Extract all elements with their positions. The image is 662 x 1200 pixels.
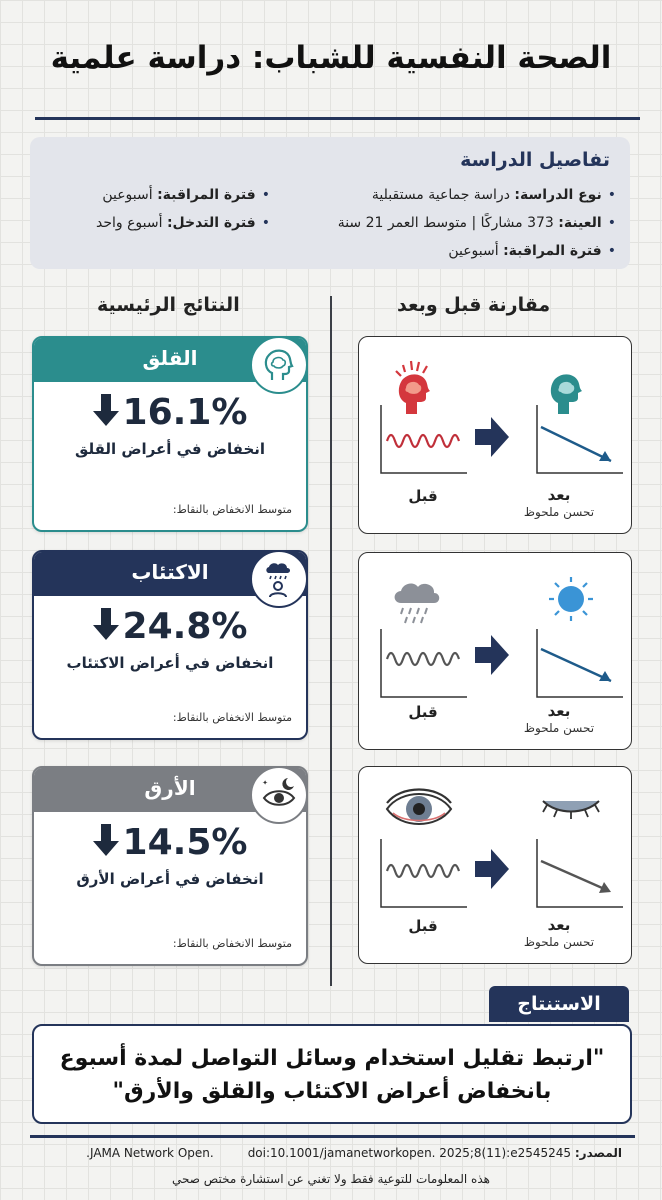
result-card-depression bbox=[32, 550, 308, 740]
result-percent: 24.8% bbox=[34, 606, 306, 649]
before-label: قبل bbox=[408, 487, 438, 505]
closed-eye-icon bbox=[543, 801, 599, 819]
down-arrow-icon bbox=[93, 824, 119, 865]
bullet-icon: • bbox=[607, 215, 616, 231]
study-details-panel bbox=[30, 137, 630, 269]
after-chart bbox=[537, 629, 623, 697]
arrow-right-icon bbox=[475, 417, 509, 457]
result-label: القلق bbox=[142, 346, 198, 370]
conclusion-box bbox=[32, 1024, 632, 1124]
before-chart bbox=[381, 629, 467, 697]
rain-cloud-person-icon bbox=[250, 550, 308, 608]
stressed-head-icon bbox=[396, 361, 430, 414]
result-description: انخفاض في أعراض الاكتئاب bbox=[66, 654, 274, 672]
bullet-icon: • bbox=[261, 215, 270, 231]
source-label: المصدر: bbox=[574, 1146, 622, 1160]
rain-cloud-icon bbox=[395, 584, 440, 623]
source-citation bbox=[86, 1146, 622, 1160]
detail-item-study-type: •نوع الدراسة: دراسة جماعية مستقبلية bbox=[371, 187, 616, 203]
improvement-label: تحسن ملحوظ bbox=[523, 721, 595, 735]
result-label: الاكتئاب bbox=[131, 560, 209, 584]
arrow-right-icon bbox=[475, 635, 509, 675]
bullet-icon: • bbox=[607, 243, 616, 259]
title-divider bbox=[35, 117, 640, 120]
study-details-heading: تفاصيل الدراسة bbox=[460, 149, 610, 171]
source-doi: doi:10.1001/jamanetworkopen. 2025;8(11):e2545245. bbox=[86, 1146, 572, 1160]
after-chart bbox=[537, 839, 623, 907]
after-chart bbox=[537, 405, 623, 473]
result-percent: 16.1% bbox=[34, 392, 306, 435]
comparison-panel-insomnia bbox=[358, 766, 632, 964]
conclusion-label: الاستنتاج bbox=[489, 986, 629, 1022]
after-label: بعد bbox=[547, 916, 571, 934]
sun-icon bbox=[549, 577, 593, 621]
detail-item-sample: •العينة: 373 مشاركًا | متوسط العمر 21 سنة bbox=[337, 215, 616, 231]
before-label: قبل bbox=[408, 917, 438, 935]
column-divider bbox=[330, 296, 332, 986]
result-footnote: متوسط الانخفاض بالنقاط: bbox=[172, 503, 292, 516]
before-chart bbox=[381, 839, 467, 907]
disclaimer: هذه المعلومات للتوعية فقط ولا تغني عن استشارة مختص صحي bbox=[172, 1172, 490, 1186]
down-arrow-icon bbox=[93, 608, 119, 649]
down-arrow-icon bbox=[93, 394, 119, 435]
source-journal: JAMA Network Open. bbox=[89, 1146, 214, 1160]
result-label: الأرق bbox=[144, 776, 196, 800]
tired-eye-icon bbox=[387, 790, 451, 825]
results-heading: النتائج الرئيسية bbox=[97, 294, 240, 316]
conclusion-text: "ارتبط تقليل استخدام وسائل التواصل لمدة أسبوع بانخفاض أعراض الاكتئاب والقلق والأرق" bbox=[59, 1046, 605, 1104]
detail-item-intervention: •فترة التدخل: أسبوع واحد bbox=[95, 215, 270, 231]
brain-head-icon bbox=[250, 336, 308, 394]
after-label: بعد bbox=[547, 486, 571, 504]
result-description: انخفاض في أعراض الأرق bbox=[76, 870, 264, 888]
comparison-panel-depression bbox=[358, 552, 632, 750]
result-footnote: متوسط الانخفاض بالنقاط: bbox=[172, 937, 292, 950]
result-description: انخفاض في أعراض القلق bbox=[74, 440, 266, 458]
result-percent: 14.5% bbox=[34, 822, 306, 865]
svg-text:✦: ✦ bbox=[262, 779, 268, 787]
bullet-icon: • bbox=[261, 187, 270, 203]
comparison-heading: مقارنة قبل وبعد bbox=[397, 294, 551, 316]
calm-head-icon bbox=[551, 374, 582, 414]
after-label: بعد bbox=[547, 702, 571, 720]
arrow-right-icon bbox=[475, 849, 509, 889]
result-footnote: متوسط الانخفاض بالنقاط: bbox=[172, 711, 292, 724]
eye-moon-icon bbox=[250, 766, 308, 824]
bullet-icon: • bbox=[607, 187, 616, 203]
improvement-label: تحسن ملحوظ bbox=[523, 935, 595, 949]
page-title: الصحة النفسية للشباب: دراسة علمية bbox=[50, 40, 612, 76]
detail-item-monitoring-2: •فترة المراقبة: أسبوعين bbox=[102, 187, 270, 203]
result-card-anxiety bbox=[32, 336, 308, 532]
before-chart bbox=[381, 405, 467, 473]
footer-divider bbox=[30, 1135, 635, 1138]
comparison-panel-anxiety bbox=[358, 336, 632, 534]
study-details-list-right bbox=[338, 181, 616, 265]
before-label: قبل bbox=[408, 703, 438, 721]
study-details-list-left bbox=[96, 181, 270, 237]
detail-item-monitoring: •فترة المراقبة: أسبوعين bbox=[448, 243, 616, 259]
result-card-insomnia bbox=[32, 766, 308, 966]
improvement-label: تحسن ملحوظ bbox=[523, 505, 595, 519]
